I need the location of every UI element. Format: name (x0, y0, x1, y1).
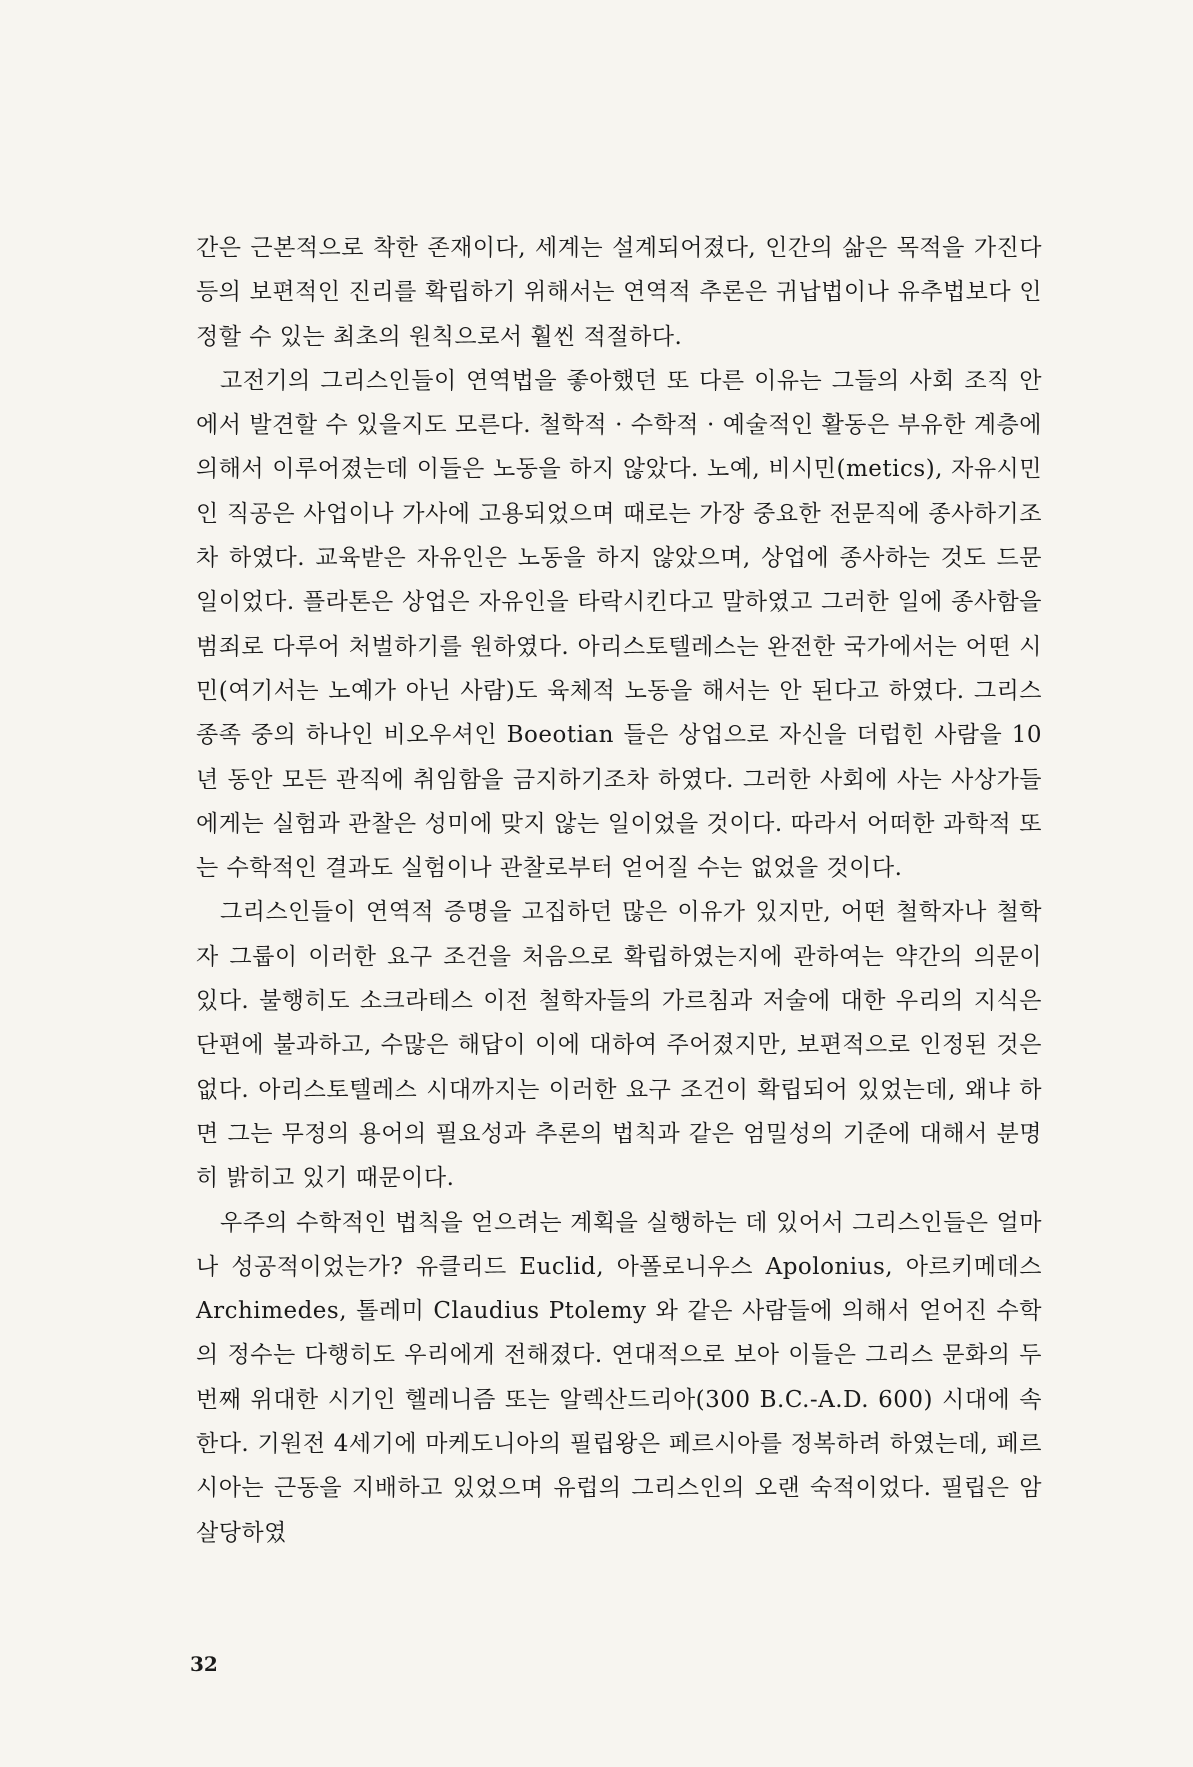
paragraph-2: 고전기의 그리스인들이 연역법을 좋아했던 또 다른 이유는 그들의 사회 조직 안에서 발견할 수 있을지도 모른다. 철학적 · 수학적 · 예술적인 활동은 부유한 계층에 의해서 이루어졌는데 이들은 노동을 하지 않았다. 노예, 비시민(metics), 자유시민인 직공은 사업이나 가사에 고용되었으며 때로는 가장 중요한 전문직에 종사하기조차 하였다. 교육받은 자유인은 노동을 하지 않았으며, 상업에 종사하는 것도 드문 일이었다. 플라톤은 상업은 자유인을 타락시킨다고 말하였고 그러한 일에 종사함을 범죄로 다루어 처벌하기를 원하였다. 아리스토텔레스는 완전한 국가에서는 어떤 시민(여기서는 노예가 아닌 사람)도 육체적 노동을 해서는 안 된다고 하였다. 그리스 종족 중의 하나인 비오우셔인 Boeotian 들은 상업으로 자신을 더럽힌 사람을 10년 동안 모든 관직에 취임함을 금지하기조차 하였다. 그러한 사회에 사는 사상가들에게는 실험과 관찰은 성미에 맞지 않는 일이었을 것이다. 따라서 어떠한 과학적 또는 수학적인 결과도 실험이나 관찰로부터 얻어질 수는 없었을 것이다. (196, 367, 1043, 882)
paragraph-3: 그리스인들이 연역적 증명을 고집하던 많은 이유가 있지만, 어떤 철학자나 철학자 그룹이 이러한 요구 조건을 처음으로 확립하였는지에 관하여는 약간의 의문이 있다. 불행히도 소크라테스 이전 철학자들의 가르침과 저술에 대한 우리의 지식은 단편에 불과하고, 수많은 해답이 이에 대하여 주어졌지만, 보편적으로 인정된 것은 없다. 아리스토텔레스 시대까지는 이러한 요구 조건이 확립되어 있었는데, 왜냐 하면 그는 무정의 용어의 필요성과 추론의 법칙과 같은 엄밀성의 기준에 대해서 분명히 밝히고 있기 때문이다. (196, 899, 1042, 1192)
paragraph-4: 우주의 수학적인 법칙을 얻으려는 계획을 실행하는 데 있어서 그리스인들은 얼마나 성공적이었는가? 유클리드 Euclid, 아폴로니우스 Apolonius, 아르키메데스 Archimedes, 톨레미 Claudius Ptolemy 와 같은 사람들에 의해서 얻어진 수학의 정수는 다행히도 우리에게 전해졌다. 연대적으로 보아 이들은 그리스 문화의 두번째 위대한 시기인 헬레니즘 또는 알렉산드리아(300 B.C.-A.D. 600) 시대에 속한다. 기원전 4세기에 마케도니아의 필립왕은 페르시아를 정복하려 하였는데, 페르시아는 근동을 지배하고 있었으며 유럽의 그리스인의 오랜 숙적이었다. 필립은 암살당하였 (196, 1209, 1042, 1546)
body-text (196, 226, 1042, 1555)
page-number: 32 (190, 1652, 218, 1676)
paragraph-1: 간은 근본적으로 착한 존재이다, 세계는 설계되어졌다, 인간의 삶은 목적을 가진다 등의 보편적인 진리를 확립하기 위해서는 연역적 추론은 귀납법이나 유추법보다 인정할 수 있는 최초의 원칙으로서 훨씬 적절하다. (196, 235, 1042, 350)
